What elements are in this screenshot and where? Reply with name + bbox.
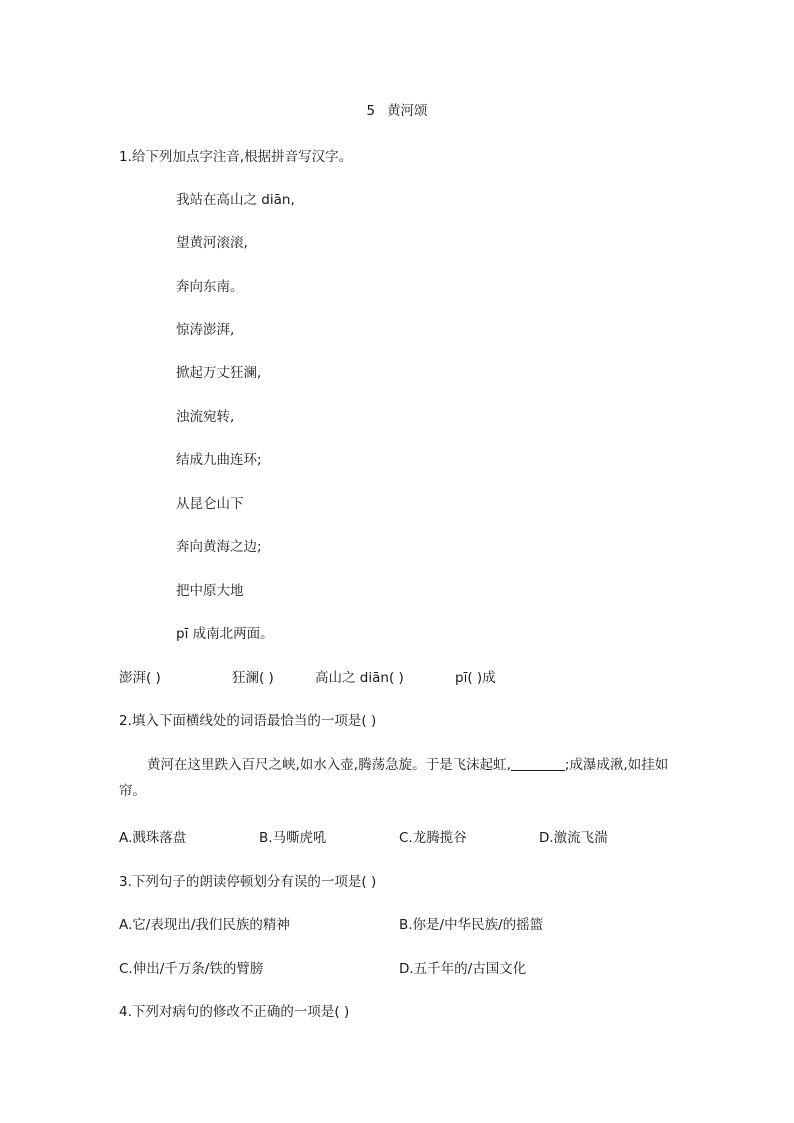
question-2-stem: 2.填入下面横线处的词语最恰当的一项是( ) <box>119 713 377 729</box>
passage-after-blank: ;成瀑成湫,如挂如帘。 <box>119 757 669 799</box>
poem-line: 从昆仑山下 <box>176 496 244 512</box>
option-c: C.伸出/千万条/铁的臂膀 <box>119 961 264 977</box>
lesson-title: 黄河颂 <box>387 103 428 119</box>
option-b: B.马嘶虎吼 <box>259 830 327 846</box>
option-d: D.激流飞湍 <box>539 830 608 846</box>
poem-line: pī 成南北两面。 <box>176 626 274 642</box>
poem-line: 奔向东南。 <box>176 279 244 295</box>
passage-before-blank: 黄河在这里跌入百尺之峡,如水入壶,腾荡急旋。于是飞沫起虹, <box>147 757 511 773</box>
fill-blank-item: 狂澜( ) <box>232 670 274 686</box>
option-a: A.溅珠落盘 <box>119 830 187 846</box>
poem-line: 把中原大地 <box>176 583 244 599</box>
fill-blank-item: 高山之 diān( ) <box>315 670 404 686</box>
option-a: A.它/表现出/我们民族的精神 <box>119 917 290 933</box>
fill-blank-item: pī( )成 <box>455 670 496 686</box>
poem-line: 望黄河滚滚, <box>176 235 248 251</box>
fill-blank-item: 澎湃( ) <box>119 670 161 686</box>
poem-line: 结成九曲连环; <box>176 452 262 468</box>
option-d: D.五千年的/古国文化 <box>399 961 527 977</box>
page-title <box>0 102 794 120</box>
poem-line: 掀起万丈狂澜, <box>176 365 262 381</box>
question-1-stem: 1.给下列加点字注音,根据拼音写汉字。 <box>119 149 353 165</box>
lesson-number: 5 <box>366 103 376 119</box>
poem-line: 惊涛澎湃, <box>176 322 235 338</box>
poem-line: 奔向黄海之边; <box>176 539 262 555</box>
poem-line: 我站在高山之 diān, <box>176 192 295 208</box>
question-2-passage <box>119 752 679 804</box>
poem-line: 浊流宛转, <box>176 409 235 425</box>
option-c: C.龙腾揽谷 <box>399 830 467 846</box>
option-b: B.你是/中华民族/的摇篮 <box>399 917 544 933</box>
question-4-stem: 4.下列对病句的修改不正确的一项是( ) <box>119 1004 350 1020</box>
question-3-stem: 3.下列句子的朗读停顿划分有误的一项是( ) <box>119 874 377 890</box>
answer-blank <box>511 756 565 771</box>
